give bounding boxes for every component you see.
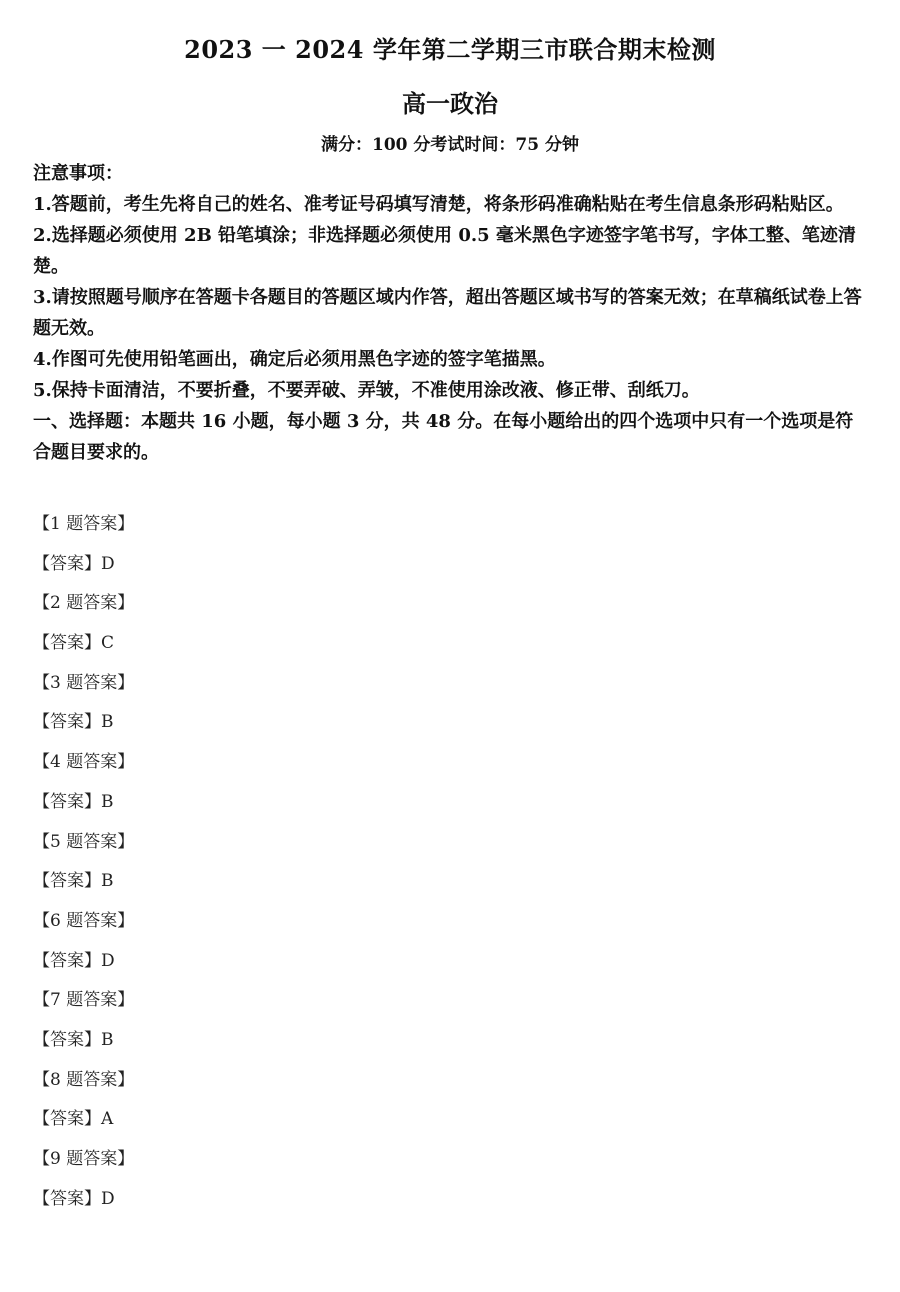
answer-value: 【答案】D xyxy=(33,1188,115,1209)
answer-value: 【答案】A xyxy=(33,1109,114,1130)
note-item-3: 3.请按照题号顺序在答题卡各题目的答题区域内作答，超出答题区域书写的答案无效；在草稿纸试卷上答题无效。 xyxy=(33,287,862,339)
question-label: 【3 题答案】 xyxy=(33,672,135,693)
answer-value: 【答案】B xyxy=(33,712,114,733)
question-label: 【7 题答案】 xyxy=(33,990,135,1011)
answer-value: 【答案】D xyxy=(33,950,115,971)
exam-meta: 满分：100 分考试时间：75 分钟 xyxy=(321,135,579,155)
subject-title: 高一政治 xyxy=(402,89,498,118)
notes-section xyxy=(33,158,868,468)
note-item-5: 5.保持卡面清洁，不要折叠，不要弄破、弄皱，不准使用涂改液、修正带、刮纸刀。 xyxy=(33,380,700,401)
note-item-2: 2.选择题必须使用 2B 铅笔填涂；非选择题必须使用 0.5 毫米黑色字迹签字笔书写，字体工整、笔迹清楚。 xyxy=(33,225,856,277)
question-label: 【5 题答案】 xyxy=(33,831,135,852)
answer-value: 【答案】C xyxy=(33,633,115,654)
exam-title: 2023 一 2024 学年第二学期三市联合期末检测 xyxy=(184,35,716,64)
question-label: 【2 题答案】 xyxy=(33,593,135,614)
note-item-4: 4.作图可先使用铅笔画出，确定后必须用黑色字迹的签字笔描黑。 xyxy=(33,349,556,370)
answer-value: 【答案】B xyxy=(33,1029,114,1050)
answer-value: 【答案】B xyxy=(33,871,114,892)
section-heading: 一、选择题：本题共 16 小题，每小题 3 分，共 48 分。在每小题给出的四个选项中只有一个选项是符合题目要求的。 xyxy=(33,411,854,463)
notes-heading: 注意事项： xyxy=(33,163,123,184)
question-label: 【8 题答案】 xyxy=(33,1069,135,1090)
question-label: 【6 题答案】 xyxy=(33,910,135,931)
question-label: 【9 题答案】 xyxy=(33,1149,135,1169)
answer-value: 【答案】B xyxy=(33,791,114,812)
question-label: 【4 题答案】 xyxy=(33,752,135,773)
answer-value: 【答案】D xyxy=(33,553,115,574)
question-label: 【1 题答案】 xyxy=(33,514,135,534)
note-item-1: 1.答题前，考生先将自己的姓名、准考证号码填写清楚，将条形码准确粘贴在考生信息条形码粘贴区。 xyxy=(33,194,844,215)
answer-list xyxy=(33,505,633,1219)
